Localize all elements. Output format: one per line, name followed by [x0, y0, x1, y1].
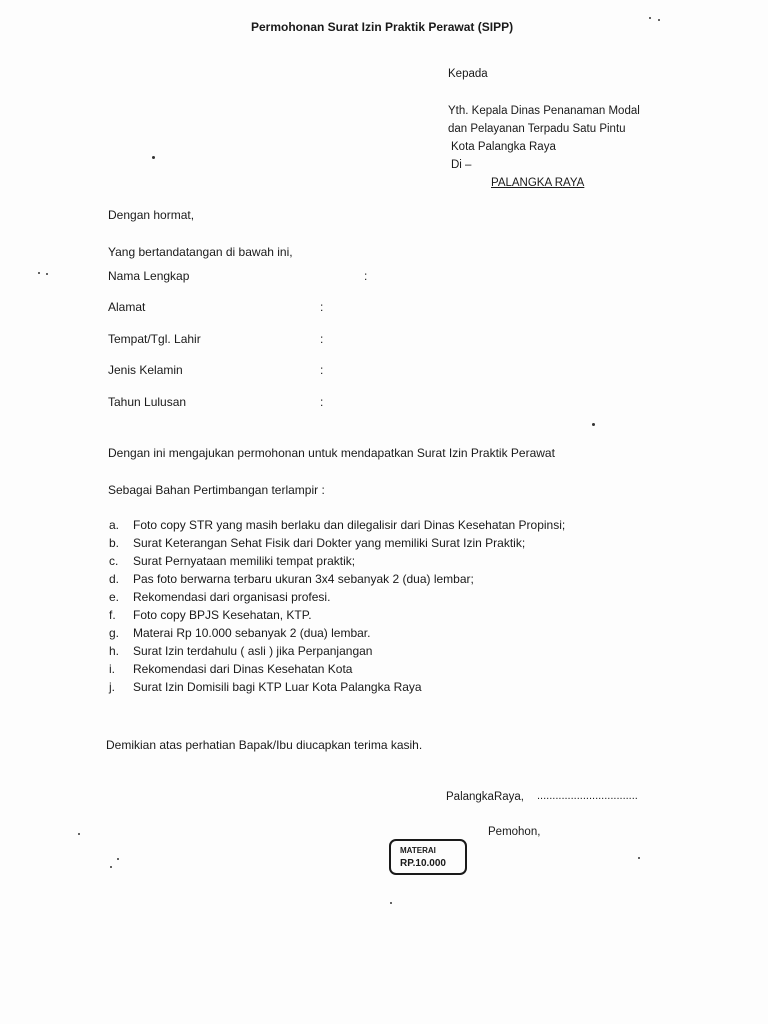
- list-item: Pas foto berwarna terbaru ukuran 3x4 sebanyak 2 (dua) lembar;: [133, 572, 474, 586]
- field-label-alamat: Alamat: [108, 300, 146, 314]
- scan-speck: [152, 156, 155, 159]
- list-item: Rekomendasi dari organisasi profesi.: [133, 590, 331, 604]
- list-item: Materai Rp 10.000 sebanyak 2 (dua) lembar.: [133, 626, 371, 640]
- recipient-city: PALANGKA RAYA: [491, 177, 585, 189]
- list-item: Foto copy BPJS Kesehatan, KTP.: [133, 608, 312, 622]
- materai-stamp-box: [389, 839, 467, 875]
- scan-speck: [649, 17, 651, 19]
- scan-speck: [658, 19, 660, 21]
- scan-speck: [117, 858, 119, 860]
- scan-speck: [46, 273, 48, 275]
- list-letter: d.: [109, 572, 120, 586]
- recipient-line-3: Kota Palangka Raya: [451, 141, 556, 153]
- list-item: Surat Izin Domisili bagi KTP Luar Kota Palangka Raya: [133, 680, 422, 694]
- stamp-value: RP.10.000: [400, 858, 446, 869]
- list-item: Foto copy STR yang masih berlaku dan dilegalisir dari Dinas Kesehatan Propinsi;: [133, 518, 566, 532]
- recipient-line-2: dan Pelayanan Terpadu Satu Pintu: [448, 123, 626, 135]
- list-letter: i.: [109, 662, 115, 676]
- scan-speck: [78, 833, 80, 835]
- field-colon-alamat: :: [320, 300, 324, 314]
- field-colon-jenis-kelamin: :: [320, 363, 324, 377]
- recipient-kepada: Kepada: [448, 68, 488, 80]
- document-title: Permohonan Surat Izin Praktik Perawat (SIPP): [251, 20, 514, 34]
- request-statement: Dengan ini mengajukan permohonan untuk mendapatkan Surat Izin Praktik Perawat: [108, 446, 555, 460]
- field-label-tahun-lulusan: Tahun Lulusan: [108, 395, 187, 409]
- list-letter: b.: [109, 536, 120, 550]
- list-item: Rekomendasi dari Dinas Kesehatan Kota: [133, 662, 353, 676]
- list-letter: c.: [109, 554, 119, 568]
- scan-speck: [592, 423, 595, 426]
- field-colon-nama: :: [364, 269, 368, 283]
- recipient-line-1: Yth. Kepala Dinas Penanaman Modal: [448, 105, 640, 117]
- recipient-line-4: Di –: [451, 159, 472, 171]
- field-label-nama: Nama Lengkap: [108, 269, 190, 283]
- place-date: PalangkaRaya,: [446, 791, 524, 803]
- list-item: Surat Keterangan Sehat Fisik dari Dokter yang memiliki Surat Izin Praktik;: [133, 536, 526, 550]
- scan-speck: [390, 902, 392, 904]
- scan-speck: [38, 272, 40, 274]
- list-item: Surat Pernyataan memiliki tempat praktik;: [133, 554, 356, 568]
- field-colon-tahun-lulusan: :: [320, 395, 324, 409]
- list-letter: f.: [109, 608, 116, 622]
- greeting: Dengan hormat,: [108, 208, 195, 222]
- list-letter: j.: [109, 680, 115, 694]
- applicant-label: Pemohon,: [488, 826, 541, 838]
- scan-speck: [638, 857, 640, 859]
- scan-speck: [110, 866, 112, 868]
- attachments-heading: Sebagai Bahan Pertimbangan terlampir :: [108, 483, 325, 497]
- field-label-jenis-kelamin: Jenis Kelamin: [108, 363, 183, 377]
- intro-line: Yang bertandatangan di bawah ini,: [108, 245, 293, 259]
- list-letter: a.: [109, 518, 120, 532]
- list-letter: h.: [109, 644, 120, 658]
- field-colon-tempat-lahir: :: [320, 332, 324, 346]
- stamp-label: MATERAI: [400, 846, 436, 855]
- list-letter: g.: [109, 626, 120, 640]
- list-letter: e.: [109, 590, 120, 604]
- list-item: Surat Izin terdahulu ( asli ) jika Perpanjangan: [133, 644, 373, 658]
- closing-statement: Demikian atas perhatian Bapak/Ibu diucapkan terima kasih.: [106, 738, 423, 752]
- date-fill-line: .................................: [537, 790, 638, 802]
- field-label-tempat-lahir: Tempat/Tgl. Lahir: [108, 332, 201, 346]
